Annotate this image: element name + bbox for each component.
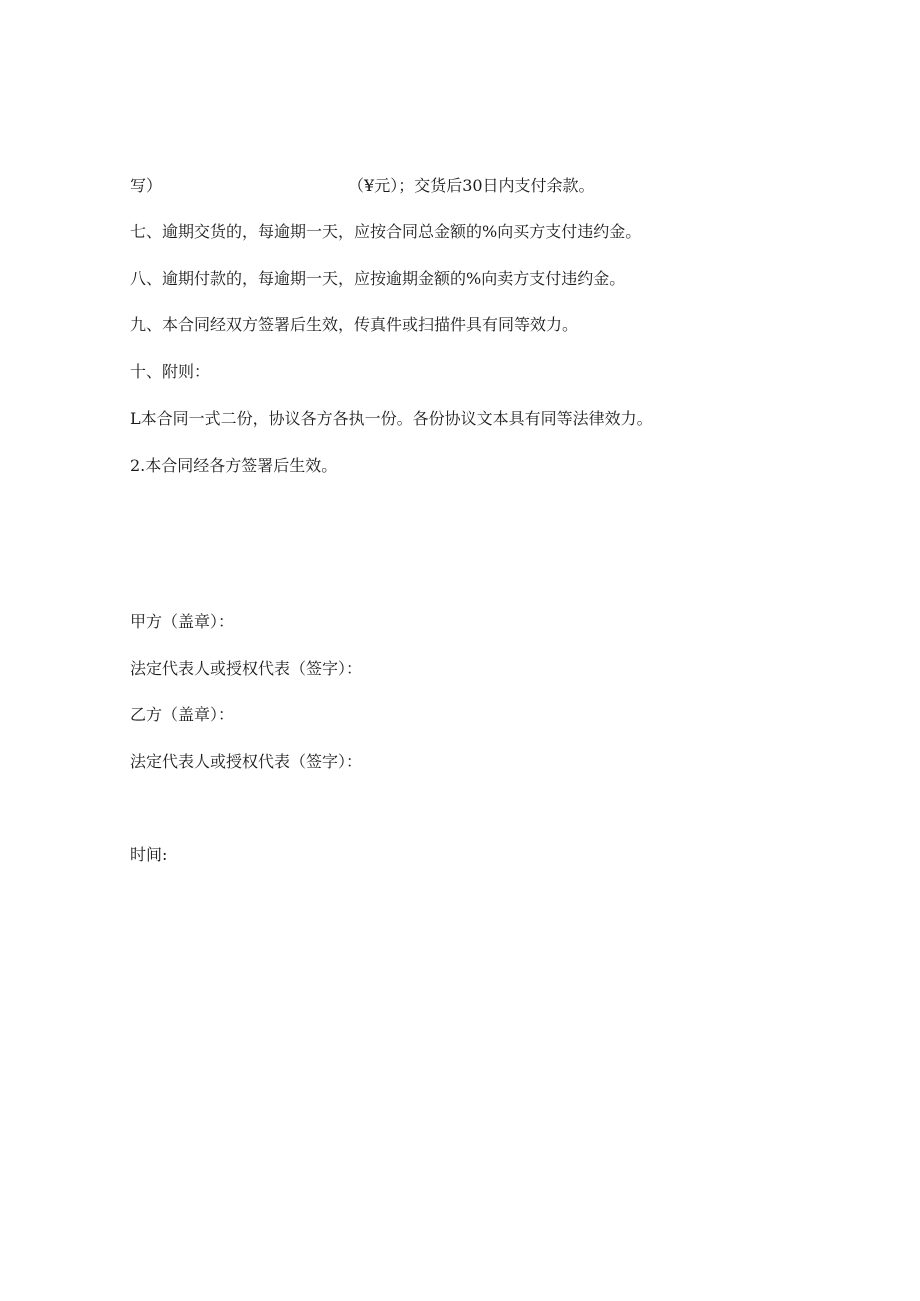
- date-label: 时间:: [130, 845, 168, 864]
- payment-terms-end: （¥元）；交货后30日内支付余款。: [348, 176, 595, 195]
- clause-9: 九、本合同经双方签署后生效，传真件或扫描件具有同等效力。: [130, 315, 579, 334]
- clause-10-heading: 十、附则：: [130, 362, 211, 381]
- party-a-seal-label: 甲方（盖章）：: [130, 612, 235, 631]
- payment-terms-start: 写）: [130, 176, 163, 195]
- party-a-representative-label: 法定代表人或授权代表（签字）：: [130, 659, 363, 678]
- party-b-representative-label: 法定代表人或授权代表（签字）：: [130, 752, 363, 771]
- clause-7: 七、逾期交货的，每逾期一天，应按合同总金额的%向买方支付违约金。: [130, 222, 642, 241]
- appendix-item-2: 2.本合同经各方签署后生效。: [130, 456, 338, 475]
- clause-8: 八、逾期付款的，每逾期一天，应按逾期金额的%向卖方支付违约金。: [130, 269, 626, 288]
- payment-terms-line: [130, 176, 595, 196]
- party-b-seal-label: 乙方（盖章）：: [130, 705, 235, 724]
- appendix-item-1: L本合同一式二份，协议各方各执一份。各份协议文本具有同等法律效力。: [130, 409, 653, 428]
